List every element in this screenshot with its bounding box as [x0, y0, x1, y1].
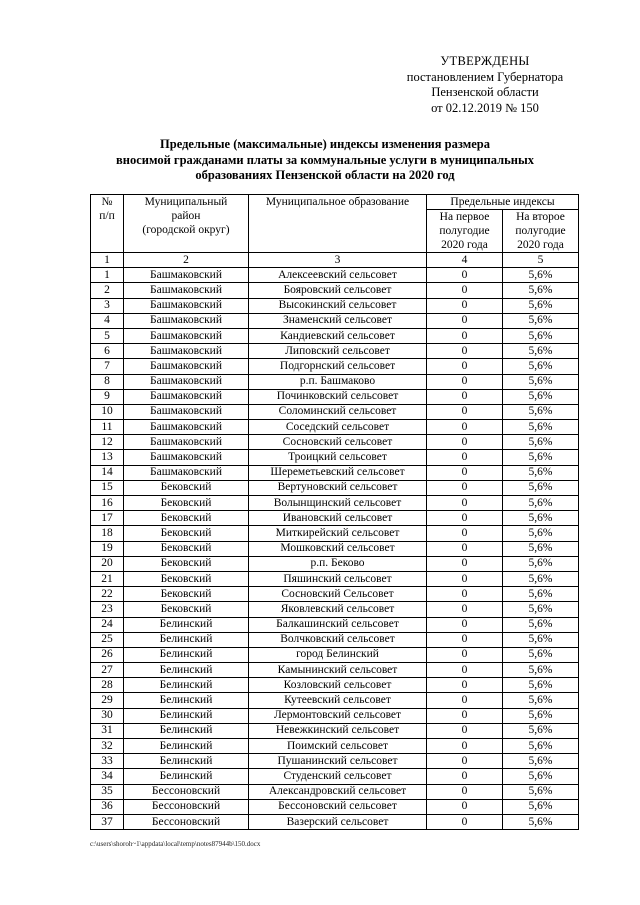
second-half-cell: 5,6% [503, 283, 579, 298]
second-half-cell: 5,6% [503, 389, 579, 404]
second-half-cell: 5,6% [503, 298, 579, 313]
table-row [91, 389, 579, 404]
second-half-cell: 5,6% [503, 708, 579, 723]
first-half-cell: 0 [427, 496, 503, 511]
district-cell: Башмаковский [124, 374, 249, 389]
district-cell: Белинский [124, 739, 249, 754]
municipality-cell: р.п. Башмаково [249, 374, 427, 389]
first-half-cell: 0 [427, 450, 503, 465]
first-half-cell: 0 [427, 541, 503, 556]
approval-heading: УТВЕРЖДЕНЫ [440, 54, 530, 68]
second-half-cell: 5,6% [503, 754, 579, 769]
municipality-cell: Пяшинский сельсовет [249, 571, 427, 586]
row-number-cell: 34 [91, 769, 124, 784]
table-row [91, 708, 579, 723]
row-number-cell: 12 [91, 435, 124, 450]
second-half-cell: 5,6% [503, 268, 579, 283]
indices-table [90, 194, 579, 830]
column-number: 3 [249, 253, 427, 268]
district-cell: Бековский [124, 511, 249, 526]
district-cell: Башмаковский [124, 435, 249, 450]
second-half-cell: 5,6% [503, 511, 579, 526]
second-half-cell: 5,6% [503, 571, 579, 586]
first-half-cell: 0 [427, 283, 503, 298]
first-half-cell: 0 [427, 420, 503, 435]
second-half-cell: 5,6% [503, 465, 579, 480]
first-half-cell: 0 [427, 298, 503, 313]
first-half-cell: 0 [427, 799, 503, 814]
row-number-cell: 31 [91, 723, 124, 738]
district-cell: Белинский [124, 754, 249, 769]
second-half-cell: 5,6% [503, 480, 579, 495]
first-half-cell: 0 [427, 723, 503, 738]
row-number-cell: 11 [91, 420, 124, 435]
column-number: 2 [124, 253, 249, 268]
table-row [91, 602, 579, 617]
title-line-1: Предельные (максимальные) индексы изменения размера [160, 137, 490, 151]
first-half-cell: 0 [427, 435, 503, 450]
approval-decree: постановлением Губернатора [406, 69, 564, 84]
municipality-cell: Мошковский сельсовет [249, 541, 427, 556]
first-half-cell: 0 [427, 814, 503, 829]
row-number-cell: 6 [91, 344, 124, 359]
municipality-cell: Троицкий сельсовет [249, 450, 427, 465]
header-municipality: Муниципальное образование [249, 195, 427, 253]
table-row [91, 541, 579, 556]
row-number-cell: 14 [91, 465, 124, 480]
district-cell: Бековский [124, 556, 249, 571]
district-cell: Бековский [124, 571, 249, 586]
second-half-cell: 5,6% [503, 799, 579, 814]
table-row [91, 693, 579, 708]
first-half-cell: 0 [427, 359, 503, 374]
first-half-cell: 0 [427, 389, 503, 404]
second-half-cell: 5,6% [503, 693, 579, 708]
table-row [91, 511, 579, 526]
table-body [91, 253, 579, 830]
approval-date: от 02.12.2019 № 150 [431, 100, 539, 115]
municipality-cell: Волчковский сельсовет [249, 632, 427, 647]
district-cell: Башмаковский [124, 465, 249, 480]
first-half-cell: 0 [427, 480, 503, 495]
municipality-cell: город Белинский [249, 647, 427, 662]
district-cell: Башмаковский [124, 450, 249, 465]
first-half-cell: 0 [427, 632, 503, 647]
municipality-cell: Шереметьевский сельсовет [249, 465, 427, 480]
district-cell: Белинский [124, 617, 249, 632]
district-cell: Бековский [124, 480, 249, 495]
table-row [91, 632, 579, 647]
municipality-cell: Алексеевский сельсовет [249, 268, 427, 283]
first-half-cell: 0 [427, 663, 503, 678]
first-half-cell: 0 [427, 754, 503, 769]
column-number: 5 [503, 253, 579, 268]
second-half-cell: 5,6% [503, 647, 579, 662]
district-cell: Башмаковский [124, 404, 249, 419]
second-half-cell: 5,6% [503, 632, 579, 647]
district-cell: Башмаковский [124, 328, 249, 343]
second-half-cell: 5,6% [503, 313, 579, 328]
table-row [91, 587, 579, 602]
second-half-cell: 5,6% [503, 435, 579, 450]
column-number: 4 [427, 253, 503, 268]
row-number-cell: 4 [91, 313, 124, 328]
second-half-cell: 5,6% [503, 359, 579, 374]
row-number-cell: 9 [91, 389, 124, 404]
district-cell: Белинский [124, 693, 249, 708]
municipality-cell: Камынинский сельсовет [249, 663, 427, 678]
first-half-cell: 0 [427, 617, 503, 632]
second-half-cell: 5,6% [503, 617, 579, 632]
row-number-cell: 16 [91, 496, 124, 511]
table-row [91, 617, 579, 632]
municipality-cell: Миткирейский сельсовет [249, 526, 427, 541]
row-number-cell: 35 [91, 784, 124, 799]
municipality-cell: Ивановский сельсовет [249, 511, 427, 526]
municipality-cell: Вертуновский сельсовет [249, 480, 427, 495]
municipality-cell: р.п. Беково [249, 556, 427, 571]
table-row [91, 420, 579, 435]
municipality-cell: Подгорнский сельсовет [249, 359, 427, 374]
first-half-cell: 0 [427, 571, 503, 586]
table-row [91, 359, 579, 374]
first-half-cell: 0 [427, 556, 503, 571]
second-half-cell: 5,6% [503, 420, 579, 435]
first-half-cell: 0 [427, 511, 503, 526]
municipality-cell: Кутеевский сельсовет [249, 693, 427, 708]
municipality-cell: Знаменский сельсовет [249, 313, 427, 328]
district-cell: Бессоновский [124, 784, 249, 799]
row-number-cell: 1 [91, 268, 124, 283]
first-half-cell: 0 [427, 465, 503, 480]
district-cell: Башмаковский [124, 313, 249, 328]
district-cell: Бековский [124, 587, 249, 602]
row-number-cell: 3 [91, 298, 124, 313]
first-half-cell: 0 [427, 784, 503, 799]
municipality-cell: Соломинский сельсовет [249, 404, 427, 419]
header-number: № п/п [91, 195, 124, 253]
header-district: Муниципальный район (городской округ) [124, 195, 249, 253]
district-cell: Бессоновский [124, 799, 249, 814]
second-half-cell: 5,6% [503, 541, 579, 556]
district-cell: Белинский [124, 663, 249, 678]
district-cell: Бековский [124, 602, 249, 617]
first-half-cell: 0 [427, 344, 503, 359]
row-number-cell: 30 [91, 708, 124, 723]
second-half-cell: 5,6% [503, 739, 579, 754]
table-row [91, 814, 579, 829]
row-number-cell: 8 [91, 374, 124, 389]
district-cell: Бековский [124, 496, 249, 511]
table-row [91, 480, 579, 495]
table-row [91, 465, 579, 480]
document-title [90, 137, 560, 184]
first-half-cell: 0 [427, 693, 503, 708]
row-number-cell: 27 [91, 663, 124, 678]
municipality-cell: Александровский сельсовет [249, 784, 427, 799]
municipality-cell: Сосновский Сельсовет [249, 587, 427, 602]
second-half-cell: 5,6% [503, 404, 579, 419]
table-row [91, 496, 579, 511]
column-number: 1 [91, 253, 124, 268]
district-cell: Башмаковский [124, 268, 249, 283]
second-half-cell: 5,6% [503, 602, 579, 617]
district-cell: Белинский [124, 723, 249, 738]
approval-block [380, 54, 590, 116]
row-number-cell: 2 [91, 283, 124, 298]
municipality-cell: Починковский сельсовет [249, 389, 427, 404]
municipality-cell: Пушанинский сельсовет [249, 754, 427, 769]
municipality-cell: Лермонтовский сельсовет [249, 708, 427, 723]
district-cell: Башмаковский [124, 420, 249, 435]
row-number-cell: 24 [91, 617, 124, 632]
second-half-cell: 5,6% [503, 450, 579, 465]
title-line-3: образованиях Пензенской области на 2020 год [195, 168, 455, 182]
table-row [91, 344, 579, 359]
municipality-cell: Бояровский сельсовет [249, 283, 427, 298]
district-cell: Башмаковский [124, 344, 249, 359]
row-number-cell: 26 [91, 647, 124, 662]
title-line-2: вносимой гражданами платы за коммунальные услуги в муниципальных [116, 152, 534, 167]
row-number-cell: 29 [91, 693, 124, 708]
district-cell: Белинский [124, 678, 249, 693]
table-row [91, 526, 579, 541]
row-number-cell: 20 [91, 556, 124, 571]
district-cell: Бессоновский [124, 814, 249, 829]
first-half-cell: 0 [427, 313, 503, 328]
district-cell: Бековский [124, 526, 249, 541]
first-half-cell: 0 [427, 587, 503, 602]
table-row [91, 678, 579, 693]
first-half-cell: 0 [427, 374, 503, 389]
row-number-cell: 25 [91, 632, 124, 647]
municipality-cell: Волынщинский сельсовет [249, 496, 427, 511]
district-cell: Белинский [124, 769, 249, 784]
municipality-cell: Балкашинский сельсовет [249, 617, 427, 632]
row-number-cell: 5 [91, 328, 124, 343]
municipality-cell: Студенский сельсовет [249, 769, 427, 784]
row-number-cell: 13 [91, 450, 124, 465]
district-cell: Башмаковский [124, 359, 249, 374]
municipality-cell: Кандиевский сельсовет [249, 328, 427, 343]
municipality-cell: Невежкинский сельсовет [249, 723, 427, 738]
first-half-cell: 0 [427, 647, 503, 662]
first-half-cell: 0 [427, 769, 503, 784]
table-row [91, 556, 579, 571]
municipality-cell: Высокинский сельсовет [249, 298, 427, 313]
row-number-cell: 36 [91, 799, 124, 814]
table-row [91, 647, 579, 662]
row-number-cell: 21 [91, 571, 124, 586]
table-row [91, 435, 579, 450]
row-number-cell: 10 [91, 404, 124, 419]
table-row [91, 739, 579, 754]
district-cell: Бековский [124, 541, 249, 556]
approval-region: Пензенской области [431, 85, 539, 99]
municipality-cell: Сосновский сельсовет [249, 435, 427, 450]
second-half-cell: 5,6% [503, 496, 579, 511]
header-limits: Предельные индексы [427, 195, 579, 210]
table-row [91, 404, 579, 419]
second-half-cell: 5,6% [503, 556, 579, 571]
column-numbers-row [91, 253, 579, 268]
district-cell: Башмаковский [124, 283, 249, 298]
table-row [91, 313, 579, 328]
row-number-cell: 32 [91, 739, 124, 754]
second-half-cell: 5,6% [503, 678, 579, 693]
second-half-cell: 5,6% [503, 587, 579, 602]
district-cell: Белинский [124, 632, 249, 647]
municipality-cell: Липовский сельсовет [249, 344, 427, 359]
first-half-cell: 0 [427, 678, 503, 693]
table-row [91, 663, 579, 678]
row-number-cell: 17 [91, 511, 124, 526]
table-row [91, 328, 579, 343]
municipality-cell: Яковлевский сельсовет [249, 602, 427, 617]
second-half-cell: 5,6% [503, 769, 579, 784]
row-number-cell: 7 [91, 359, 124, 374]
row-number-cell: 23 [91, 602, 124, 617]
second-half-cell: 5,6% [503, 663, 579, 678]
first-half-cell: 0 [427, 708, 503, 723]
table-row [91, 298, 579, 313]
row-number-cell: 28 [91, 678, 124, 693]
second-half-cell: 5,6% [503, 344, 579, 359]
second-half-cell: 5,6% [503, 784, 579, 799]
second-half-cell: 5,6% [503, 328, 579, 343]
row-number-cell: 37 [91, 814, 124, 829]
table-row [91, 754, 579, 769]
second-half-cell: 5,6% [503, 814, 579, 829]
row-number-cell: 18 [91, 526, 124, 541]
table-row [91, 450, 579, 465]
first-half-cell: 0 [427, 404, 503, 419]
second-half-cell: 5,6% [503, 374, 579, 389]
municipality-cell: Козловский сельсовет [249, 678, 427, 693]
second-half-cell: 5,6% [503, 526, 579, 541]
row-number-cell: 33 [91, 754, 124, 769]
first-half-cell: 0 [427, 268, 503, 283]
row-number-cell: 15 [91, 480, 124, 495]
header-first-half: На первое полугодие 2020 года [427, 210, 503, 253]
table-row [91, 283, 579, 298]
table-row [91, 571, 579, 586]
row-number-cell: 22 [91, 587, 124, 602]
first-half-cell: 0 [427, 526, 503, 541]
table-row [91, 799, 579, 814]
district-cell: Белинский [124, 708, 249, 723]
first-half-cell: 0 [427, 328, 503, 343]
table-row [91, 374, 579, 389]
municipality-cell: Бессоновский сельсовет [249, 799, 427, 814]
row-number-cell: 19 [91, 541, 124, 556]
first-half-cell: 0 [427, 739, 503, 754]
table-row [91, 268, 579, 283]
first-half-cell: 0 [427, 602, 503, 617]
municipality-cell: Вазерский сельсовет [249, 814, 427, 829]
municipality-cell: Соседский сельсовет [249, 420, 427, 435]
district-cell: Белинский [124, 647, 249, 662]
table-row [91, 784, 579, 799]
table-row [91, 769, 579, 784]
header-second-half: На второе полугодие 2020 года [503, 210, 579, 253]
municipality-cell: Поимский сельсовет [249, 739, 427, 754]
second-half-cell: 5,6% [503, 723, 579, 738]
table-row [91, 723, 579, 738]
district-cell: Башмаковский [124, 389, 249, 404]
file-path-footer: c:\users\shoroh~1\appdata\local\temp\notes87944b\150.docx [90, 840, 261, 848]
district-cell: Башмаковский [124, 298, 249, 313]
